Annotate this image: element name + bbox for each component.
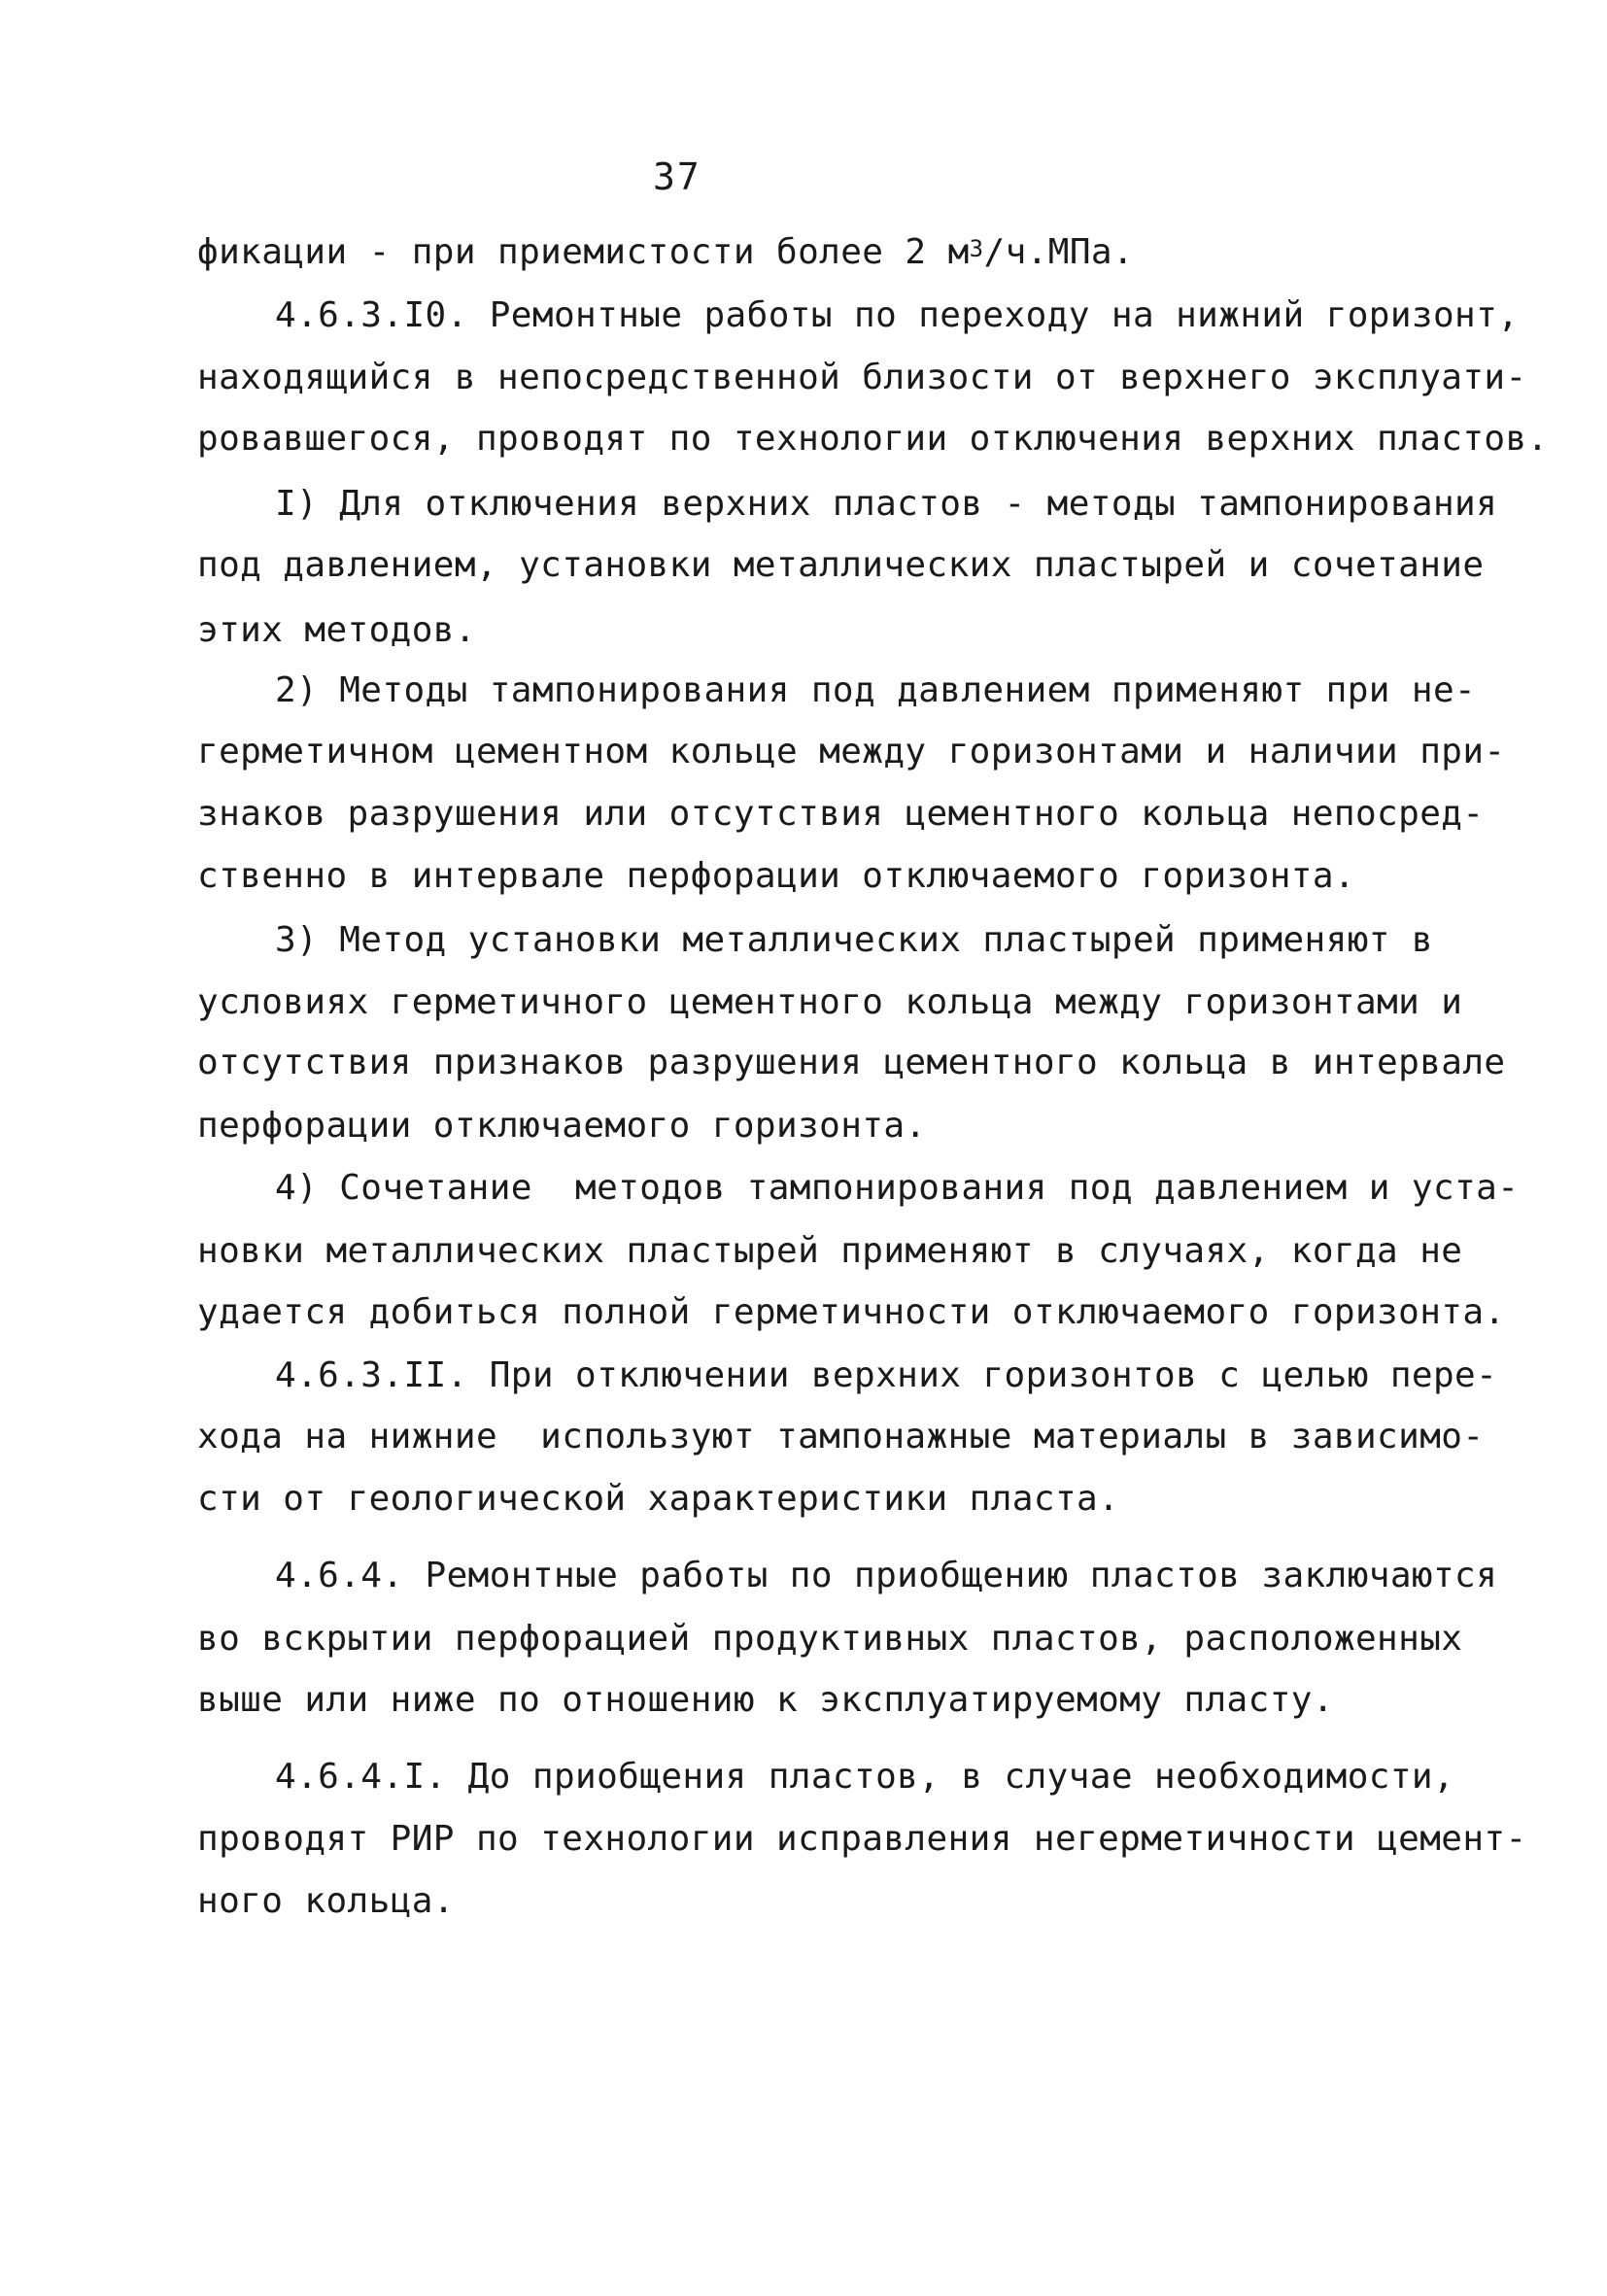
text-line: новки металлических пластырей применяют в случаях, когда не [197,1231,1463,1271]
text-segment: фикации - при приемистости более 2 м [197,232,970,272]
page-number: 37 [653,155,701,198]
text-line: хода на нижние используют тампонажные материалы в зависимо- [197,1417,1485,1456]
text-line: ственно в интервале перфорации отключаемого горизонта. [197,856,1355,896]
text-line: ного кольца. [197,1881,455,1921]
text-line: знаков разрушения или отсутствия цементного кольца непосред- [197,794,1485,834]
text-line: выше или ниже по отношению к эксплуатируемому пласту. [197,1680,1334,1720]
text-line: перфорации отключаемого горизонта. [197,1106,927,1146]
text-line [197,231,1134,274]
text-line: под давлением, установки металлических пластырей и сочетание [197,545,1485,585]
text-line: во вскрытии перфорацией продуктивных пластов, расположенных [197,1619,1463,1659]
text-line: герметичном цементном кольце между горизонтами и наличии при- [197,732,1506,771]
text-line: 4.6.3.II. При отключении верхних горизонтов с целью пере- [275,1355,1498,1395]
text-line: сти от геологической характеристики пласта. [197,1479,1120,1519]
text-line: 4.6.4.I. До приобщения пластов, в случае необходимости, [275,1757,1455,1797]
text-line: 2) Методы тампонирования под давлением применяют при не- [275,670,1477,710]
text-segment: /ч.МПа. [983,232,1135,272]
text-line: этих методов. [197,610,476,650]
text-line: 3) Метод установки металлических пластырей применяют в [275,920,1433,960]
text-line: удается добиться полной герметичности отключаемого горизонта. [197,1292,1506,1332]
text-line: ровавшегося, проводят по технологии отключения верхних пластов. [197,419,1549,459]
text-line: отсутствия признаков разрушения цементного кольца в интервале [197,1043,1506,1082]
text-line: 4.6.4. Ремонтные работы по приобщению пластов заключаются [275,1556,1498,1595]
text-line: находящийся в непосредственной близости от верхнего эксплуати- [197,358,1527,397]
text-line: 4.6.3.I0. Ремонтные работы по переходу на нижний горизонт, [275,295,1520,335]
text-line: 4) Сочетание методов тампонирования под давлением и уста- [275,1168,1520,1208]
text-line: I) Для отключения верхних пластов - методы тампонирования [275,484,1498,524]
superscript: 3 [969,235,984,262]
text-line: проводят РИР по технологии исправления негерметичности цемент- [197,1819,1527,1859]
text-line: условиях герметичного цементного кольца между горизонтами и [197,982,1463,1022]
